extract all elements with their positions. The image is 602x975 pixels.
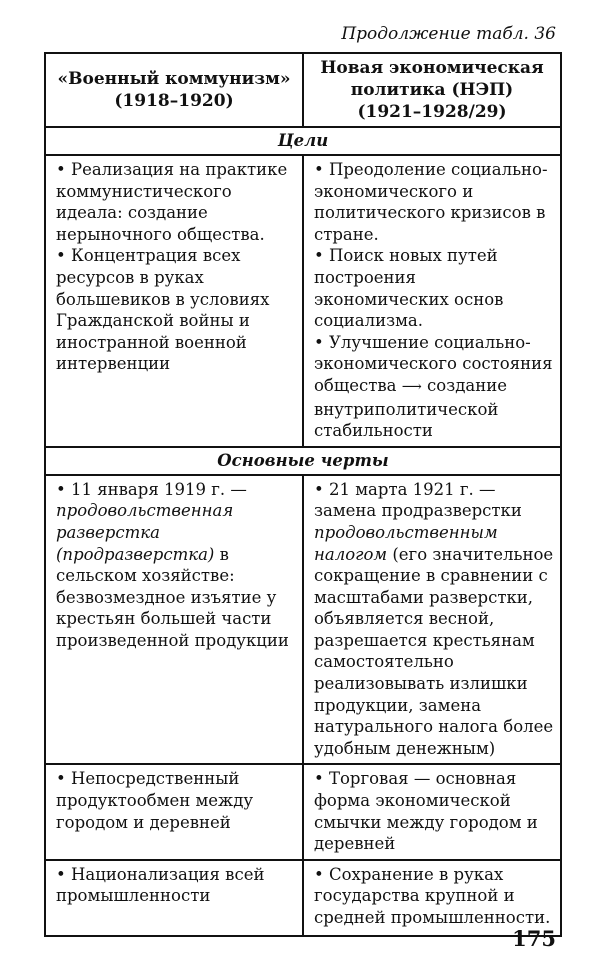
goals-right-item-3-a: • Улучшение социально-экономического состояния общества	[314, 332, 553, 395]
goals-left-item-1: • Реализация на практике коммунистического идеала: создание нерыночного общества.	[56, 160, 288, 244]
goals-right-item-3-b: создание внутриполитической стабильности	[314, 375, 507, 441]
features-row3-right-text: • Сохранение в руках государства крупной и средней промышленности.	[314, 864, 551, 927]
features-row1-left-date: • 11 января 1919 г. —	[56, 479, 247, 499]
goals-right-item-1: • Преодоление социально-экономического и политического кризисов в стране.	[314, 160, 548, 244]
table-row	[45, 475, 561, 765]
table-row	[45, 155, 561, 447]
table-row	[45, 764, 561, 859]
header-nep	[303, 53, 561, 127]
header-right-title-2: политика (НЭП)	[350, 80, 514, 100]
features-row1-left-term: продовольственная разверстка (продразверстка)	[56, 501, 234, 564]
goals-right-item-3	[314, 332, 554, 442]
features-row1-left-desc: в сельском хозяйстве: безвозмездное изъятие у крестьян большей части произведенной продукции	[56, 544, 289, 650]
features-row1-right-date: • 21 марта 1921 г. — замена продразверстки	[314, 479, 522, 521]
features-row2-left-text: • Непосредственный продуктообмен между городом и деревней	[56, 769, 254, 832]
goals-left-item-2: • Концентрация всех ресурсов в руках большевиков в условиях Гражданской войны и иностранной военной интервенции	[56, 246, 270, 374]
header-right-title-1: Новая экономическая	[320, 58, 544, 78]
features-row3-right-cell	[303, 860, 561, 936]
header-right-years: (1921–1928/29)	[357, 102, 507, 122]
right-arrow-icon: ⟶	[401, 378, 422, 395]
section-title-features: Основные черты	[45, 447, 561, 475]
features-row1-left-text	[56, 479, 296, 652]
features-row1-right-cell	[303, 475, 561, 765]
features-row1-right-desc: (его значительное сокращение в сравнении с масштабами разверстки, объявляется весной, разрешается крестьянам самостоятельно реализовывать излишки продукции, замена натурального налога более удобным денежным)	[314, 544, 554, 758]
header-war-communism	[45, 53, 303, 127]
goals-left-cell	[45, 155, 303, 447]
header-left-title: «Военный коммунизм»	[57, 69, 291, 89]
features-row1-left-cell	[45, 475, 303, 765]
features-row3-left-cell	[45, 860, 303, 936]
features-row2-right-cell	[303, 764, 561, 859]
features-row1-right-text	[314, 479, 554, 760]
header-left-years: (1918–1920)	[114, 91, 234, 111]
page-number: 175	[512, 926, 556, 951]
table-caption: Продолжение табл. 36	[341, 24, 556, 44]
section-row-features	[45, 447, 561, 475]
features-row1-right-term: продовольственным налогом	[314, 522, 498, 564]
goals-right-cell	[303, 155, 561, 447]
section-title-goals: Цели	[45, 127, 561, 155]
comparison-table	[44, 52, 562, 937]
features-row2-left-cell	[45, 764, 303, 859]
table-row	[45, 860, 561, 936]
table-header-row	[45, 53, 561, 127]
goals-right-item-2: • Поиск новых путей построения экономических основ социализма.	[314, 246, 504, 331]
features-row3-left-text: • Национализация всей промышленности	[56, 864, 265, 906]
section-row-goals	[45, 127, 561, 155]
features-row2-right-text: • Торговая — основная форма экономической смычки между городом и деревней	[314, 769, 538, 854]
